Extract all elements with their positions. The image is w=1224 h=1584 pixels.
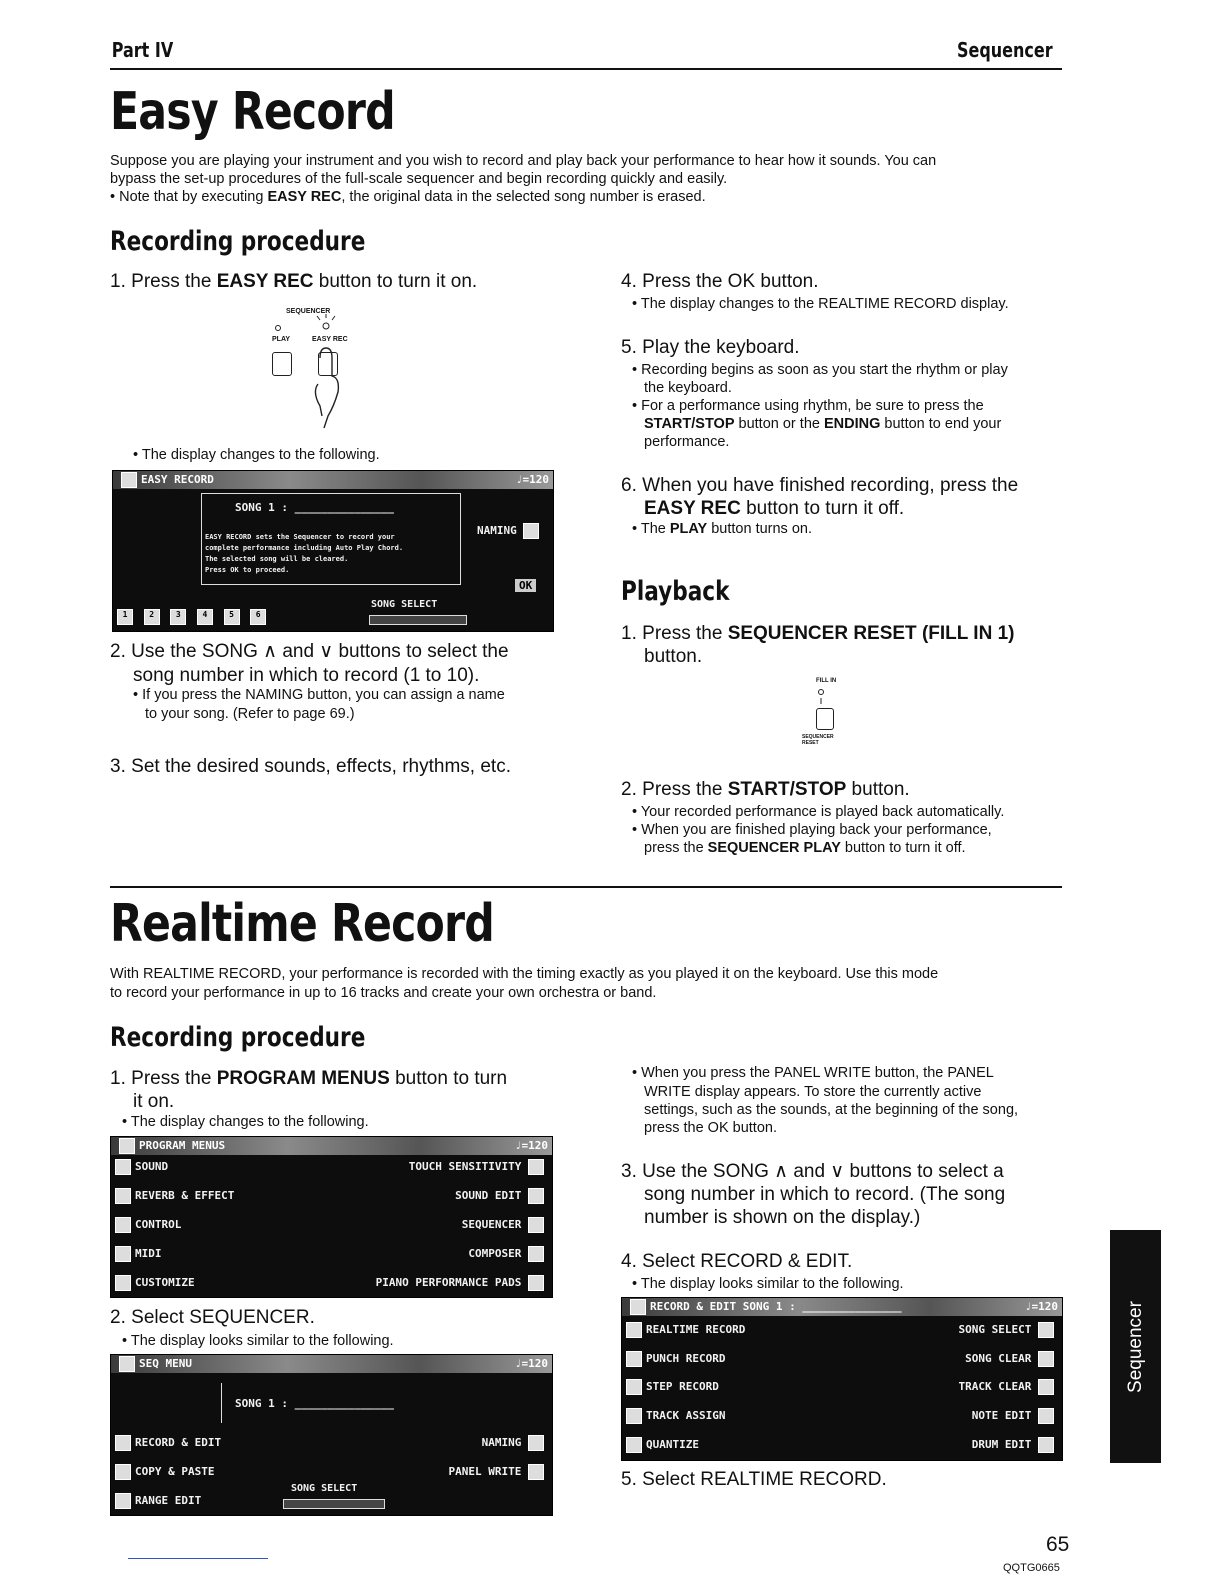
menu-item-drum-edit: DRUM EDIT bbox=[972, 1433, 1058, 1457]
easy-step-6-line-1: 6. When you have finished recording, press the bbox=[621, 475, 1019, 496]
easy-step-2-line-1: 2. Use the SONG ∧ and ∨ buttons to select the bbox=[110, 641, 509, 662]
program-menus-display bbox=[110, 1136, 553, 1298]
track-icon: 4 bbox=[197, 609, 213, 625]
easy-step-3: 3. Set the desired sounds, effects, rhythms, etc. bbox=[110, 756, 511, 777]
section-label: Sequencer bbox=[956, 38, 1053, 62]
easy-step-1-note: • The display changes to the following. bbox=[133, 446, 380, 465]
doc-code: QQTG0665 bbox=[1003, 1562, 1060, 1574]
menu-item-step-record: STEP RECORD bbox=[626, 1375, 719, 1399]
sequencer-reset-figure: FILL IN SEQUENCER RESET bbox=[800, 678, 860, 748]
song-select-bar bbox=[283, 1499, 385, 1509]
easy-step-6-line-2: EASY REC button to turn it off. bbox=[644, 498, 905, 519]
song-select-icon bbox=[1038, 1322, 1054, 1338]
footer-rule bbox=[128, 1558, 268, 1559]
clock-icon bbox=[626, 1322, 642, 1338]
easy-step-5-note-2-end: performance. bbox=[644, 434, 730, 450]
display-icon bbox=[630, 1299, 646, 1315]
touch-icon bbox=[528, 1159, 544, 1175]
menu-item-quantize: QUANTIZE bbox=[626, 1433, 699, 1457]
sound-icon bbox=[115, 1159, 131, 1175]
menu-item-composer: COMPOSER bbox=[468, 1242, 548, 1266]
easy-step-2-note: • If you press the NAMING button, you can assign a name bbox=[133, 686, 505, 705]
menu-item-naming: NAMING bbox=[482, 1431, 548, 1455]
track-icon: 5 bbox=[224, 609, 240, 625]
easy-step-5-note-2: • For a performance using rhythm, be sure to press the bbox=[632, 397, 984, 416]
easy-recording-procedure-heading: Recording procedure bbox=[110, 226, 366, 257]
menu-item-song-clear: SONG CLEAR bbox=[965, 1347, 1058, 1371]
playback-step-1-cont: button. bbox=[644, 646, 703, 667]
menu-item-piano-pads: PIANO PERFORMANCE PADS bbox=[376, 1271, 548, 1295]
menu-item-midi: MIDI bbox=[115, 1242, 162, 1266]
customize-icon bbox=[115, 1275, 131, 1291]
realtime-step-1: 1. Press the PROGRAM MENUS button to turn bbox=[110, 1068, 508, 1089]
menu-item-control: CONTROL bbox=[115, 1213, 181, 1237]
step-icon bbox=[626, 1379, 642, 1395]
realtime-step-1-note: • The display changes to the following. bbox=[122, 1113, 369, 1132]
control-icon bbox=[115, 1217, 131, 1233]
lcd-naming-label: NAMING bbox=[477, 523, 543, 539]
track-icon: 3 bbox=[170, 609, 186, 625]
song-clear-icon bbox=[1038, 1351, 1054, 1367]
realtime-step-5: 5. Select REALTIME RECORD. bbox=[621, 1469, 887, 1490]
realtime-step-2: 2. Select SEQUENCER. bbox=[110, 1307, 315, 1328]
easy-step-2-note-cont: to your song. (Refer to page 69.) bbox=[145, 706, 355, 722]
easy-step-4: 4. Press the OK button. bbox=[621, 271, 819, 292]
realtime-intro-1: With REALTIME RECORD, your performance is recorded with the timing exactly as you played it on the keyboard. Use this mode bbox=[110, 966, 939, 982]
lcd-ok-label: OK bbox=[515, 579, 536, 592]
easy-step-2-line-2: song number in which to record (1 to 10). bbox=[133, 665, 480, 686]
panel-write-icon bbox=[528, 1464, 544, 1480]
playback-step-2-note-2: • When you are finished playing back your performance, bbox=[632, 821, 992, 840]
lcd-title-bar: PROGRAM MENUS ♩=120 bbox=[111, 1137, 552, 1155]
lcd-title-bar: RECORD & EDIT SONG 1 : _______________ ♩=120 bbox=[622, 1298, 1062, 1316]
easy-step-1: 1. Press the EASY REC button to turn it on. bbox=[110, 271, 478, 292]
menu-item-note-edit: NOTE EDIT bbox=[972, 1404, 1058, 1428]
page-number: 65 bbox=[1046, 1533, 1070, 1556]
track-icon: 2 bbox=[144, 609, 160, 625]
realtime-recording-procedure-heading: Recording procedure bbox=[110, 1022, 366, 1053]
side-tab-label: Sequencer bbox=[1124, 1300, 1146, 1393]
record-edit-display bbox=[621, 1297, 1063, 1461]
lcd-song-select-label: SONG SELECT bbox=[291, 1483, 358, 1494]
copy-icon bbox=[115, 1464, 131, 1480]
record-icon bbox=[115, 1435, 131, 1451]
lcd-song-line: SONG 1 : _______________ bbox=[235, 501, 394, 514]
menu-item-copy-paste: COPY & PASTE bbox=[115, 1460, 214, 1484]
midi-icon bbox=[115, 1246, 131, 1262]
menu-item-song-select: SONG SELECT bbox=[959, 1318, 1058, 1342]
easy-step-6-note: • The PLAY button turns on. bbox=[632, 520, 812, 539]
playback-step-2-note-1: • Your recorded performance is played back automatically. bbox=[632, 803, 1004, 822]
lcd-title-bar: SEQ MENU ♩=120 bbox=[111, 1355, 552, 1373]
playback-step-2: 2. Press the START/STOP button. bbox=[621, 779, 910, 800]
naming-icon bbox=[528, 1435, 544, 1451]
menu-item-realtime-record: REALTIME RECORD bbox=[626, 1318, 745, 1342]
easy-step-5-note-2-cont: START/STOP button or the ENDING button to end your bbox=[644, 416, 1002, 432]
display-icon bbox=[121, 472, 137, 488]
menu-item-track-assign: TRACK ASSIGN bbox=[626, 1404, 725, 1428]
easy-intro-2: bypass the set-up procedures of the full-scale sequencer and begin recording quickly and easily. bbox=[110, 171, 728, 187]
track-icon: 6 bbox=[250, 609, 266, 625]
easy-note: • Note that by executing EASY REC, the original data in the selected song number is erased. bbox=[110, 188, 706, 207]
menu-item-sound-edit: SOUND EDIT bbox=[455, 1184, 548, 1208]
realtime-step-3-line-1: 3. Use the SONG ∧ and ∨ buttons to select a bbox=[621, 1161, 1004, 1182]
playback-step-1: 1. Press the SEQUENCER RESET (FILL IN 1) bbox=[621, 623, 1015, 644]
menu-item-punch-record: PUNCH RECORD bbox=[626, 1347, 725, 1371]
panel-write-note-2: WRITE display appears. To store the currently active bbox=[644, 1084, 982, 1100]
reverb-icon bbox=[115, 1188, 131, 1204]
easy-rec-button-figure: SEQUENCER PLAY EASY REC bbox=[262, 306, 372, 436]
menu-item-customize: CUSTOMIZE bbox=[115, 1271, 195, 1295]
easy-record-title: Easy Record bbox=[110, 82, 395, 142]
punch-icon bbox=[626, 1351, 642, 1367]
naming-icon bbox=[523, 523, 539, 539]
lcd-song-select-label: SONG SELECT bbox=[371, 599, 438, 610]
section-divider bbox=[110, 886, 1062, 888]
realtime-step-4: 4. Select RECORD & EDIT. bbox=[621, 1251, 853, 1272]
side-tab bbox=[1110, 1230, 1161, 1463]
display-icon bbox=[119, 1138, 135, 1154]
realtime-step-1-cont: it on. bbox=[133, 1091, 175, 1112]
menu-item-track-clear: TRACK CLEAR bbox=[959, 1375, 1058, 1399]
panel-write-note-4: press the OK button. bbox=[644, 1120, 777, 1136]
track-icon: 1 bbox=[117, 609, 133, 625]
lcd-song-line: SONG 1 : _______________ bbox=[235, 1397, 394, 1410]
track-clear-icon bbox=[1038, 1379, 1054, 1395]
easy-step-5-note-1: • Recording begins as soon as you start the rhythm or play bbox=[632, 361, 1008, 380]
easy-step-4-note: • The display changes to the REALTIME RECORD display. bbox=[632, 295, 1009, 314]
composer-icon bbox=[528, 1246, 544, 1262]
menu-item-touch-sensitivity: TOUCH SENSITIVITY bbox=[409, 1155, 548, 1179]
track-assign-icon bbox=[626, 1408, 642, 1424]
realtime-step-2-note: • The display looks similar to the following. bbox=[122, 1332, 394, 1351]
realtime-step-3-line-3: number is shown on the display.) bbox=[644, 1207, 921, 1228]
hand-icon bbox=[262, 306, 372, 436]
menu-item-record-edit: RECORD & EDIT bbox=[115, 1431, 221, 1455]
sequencer-reset-button-drawing bbox=[816, 708, 834, 730]
easy-step-5-note-1-cont: the keyboard. bbox=[644, 380, 732, 396]
easy-step-5: 5. Play the keyboard. bbox=[621, 337, 800, 358]
display-icon bbox=[119, 1356, 135, 1372]
quantize-icon bbox=[626, 1437, 642, 1453]
note-edit-icon bbox=[1038, 1408, 1054, 1424]
menu-item-range-edit: RANGE EDIT bbox=[115, 1489, 201, 1513]
realtime-step-4-note: • The display looks similar to the following. bbox=[632, 1275, 904, 1294]
easy-intro-1: Suppose you are playing your instrument and you wish to record and play back your performance to hear how it sounds. You can bbox=[110, 153, 937, 169]
song-select-bar bbox=[369, 615, 467, 625]
part-label: Part IV bbox=[111, 38, 174, 62]
pads-icon bbox=[528, 1275, 544, 1291]
menu-item-reverb-effect: REVERB & EFFECT bbox=[115, 1184, 234, 1208]
panel-write-note-1: • When you press the PANEL WRITE button, the PANEL bbox=[632, 1064, 994, 1083]
drum-edit-icon bbox=[1038, 1437, 1054, 1453]
lcd-track-icons bbox=[117, 609, 270, 625]
panel-write-note-3: settings, such as the sounds, at the beginning of the song, bbox=[644, 1102, 1019, 1118]
easy-record-display: EASY RECORD ♩=120 SONG 1 : _______________ EASY RECORD sets the Sequencer to record your complete performance including Auto Play Chord. The selected song will be cleared. Press OK to proceed. NAMING OK SONG SELECT 1 2 3 4 5 6 bbox=[112, 470, 554, 632]
realtime-step-3-line-2: song number in which to record. (The song bbox=[644, 1184, 1006, 1205]
menu-item-sequencer: SEQUENCER bbox=[462, 1213, 548, 1237]
range-icon bbox=[115, 1493, 131, 1509]
sequencer-icon bbox=[528, 1217, 544, 1233]
sound-edit-icon bbox=[528, 1188, 544, 1204]
realtime-record-title: Realtime Record bbox=[110, 894, 494, 954]
header-rule bbox=[110, 68, 1062, 70]
menu-item-sound: SOUND bbox=[115, 1155, 168, 1179]
realtime-intro-2: to record your performance in up to 16 tracks and create your own orchestra or band. bbox=[110, 985, 657, 1001]
seq-menu-display bbox=[110, 1354, 553, 1516]
lcd-title-bar: EASY RECORD ♩=120 bbox=[113, 471, 553, 489]
menu-item-panel-write: PANEL WRITE bbox=[449, 1460, 548, 1484]
playback-heading: Playback bbox=[621, 576, 730, 607]
playback-step-2-note-3: press the SEQUENCER PLAY button to turn it off. bbox=[644, 840, 966, 856]
